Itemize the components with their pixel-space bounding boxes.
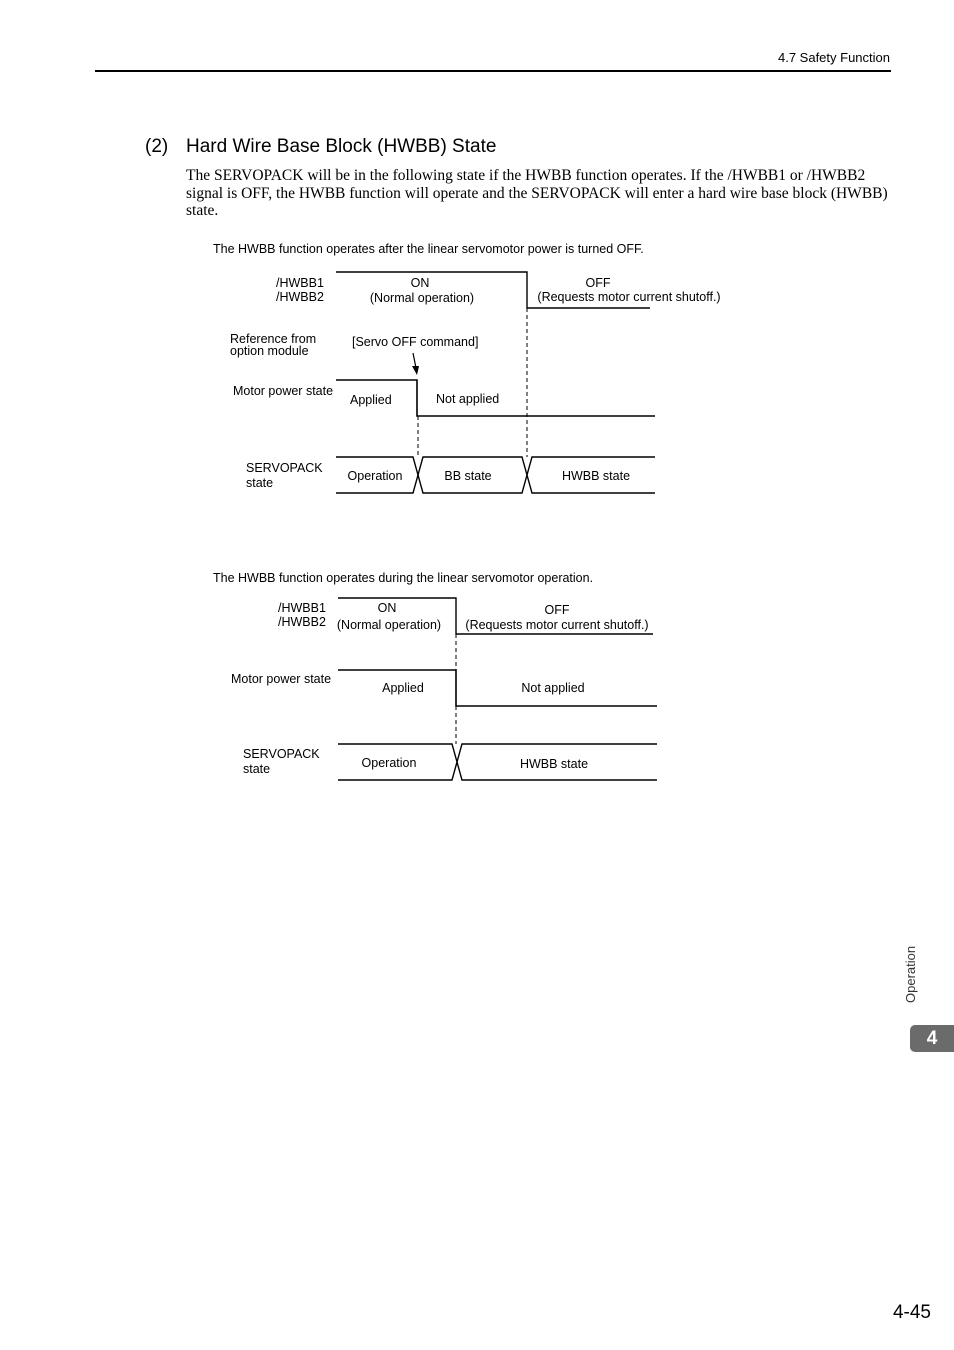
d1-normal-operation: (Normal operation) — [369, 291, 475, 305]
d2-hwbb-state: HWBB state — [519, 757, 589, 771]
d2-requests-shutoff: (Requests motor current shutoff.) — [465, 618, 649, 632]
d1-reference-label-1: Reference from — [230, 332, 317, 346]
chapter-side-label: Operation — [903, 945, 918, 1003]
d1-servopack-label-1: SERVOPACK — [246, 461, 323, 475]
diagram2-caption: The HWBB function operates during the linear servomotor operation. — [213, 571, 594, 585]
running-header: 4.7 Safety Function — [777, 50, 890, 65]
d1-operation: Operation — [347, 469, 403, 483]
d2-servopack-label-2: state — [243, 762, 271, 776]
d1-servopack-label-2: state — [246, 476, 274, 490]
d1-off-label: OFF — [585, 276, 611, 290]
d1-applied: Applied — [350, 393, 392, 407]
chapter-tab[interactable] — [910, 1025, 954, 1052]
d2-not-applied: Not applied — [521, 681, 585, 695]
d2-operation: Operation — [361, 756, 417, 770]
d2-on-label: ON — [377, 601, 397, 615]
d1-motor-power-label: Motor power state — [233, 384, 334, 398]
d1-bb-state: BB state — [444, 469, 492, 483]
chapter-number: 4 — [926, 1027, 938, 1049]
d2-servopack-label-1: SERVOPACK — [243, 747, 320, 761]
d1-on-label: ON — [410, 276, 430, 290]
d2-applied: Applied — [382, 681, 424, 695]
d1-requests-shutoff: (Requests motor current shutoff.) — [537, 290, 721, 304]
section-number: (2) — [145, 136, 169, 157]
d2-hwbb2-label: /HWBB2 — [278, 615, 326, 629]
d1-hwbb2-label: /HWBB2 — [276, 290, 324, 304]
d1-hwbb1-label: /HWBB1 — [276, 276, 324, 290]
section-title: Hard Wire Base Block (HWBB) State — [186, 136, 497, 157]
d2-normal-operation: (Normal operation) — [336, 618, 442, 632]
page-number: 4-45 — [892, 1302, 931, 1323]
d2-off-label: OFF — [544, 603, 570, 617]
diagram1-caption: The HWBB function operates after the linear servomotor power is turned OFF. — [213, 242, 644, 256]
d2-hwbb1-label: /HWBB1 — [278, 601, 326, 615]
d1-servo-off-command: [Servo OFF command] — [352, 335, 479, 349]
d1-reference-label-2: option module — [230, 344, 309, 358]
d1-not-applied: Not applied — [436, 392, 500, 406]
section-body: The SERVOPACK will be in the following state if the HWBB function operates. If the /HWBB1 or /HWBB2 signal is OFF, the HWBB function will operate and the SERVOPACK will enter a hard wire base block (HWBB) state. — [186, 167, 888, 219]
d2-motor-power-label: Motor power state — [231, 672, 332, 686]
d1-hwbb-state: HWBB state — [561, 469, 631, 483]
